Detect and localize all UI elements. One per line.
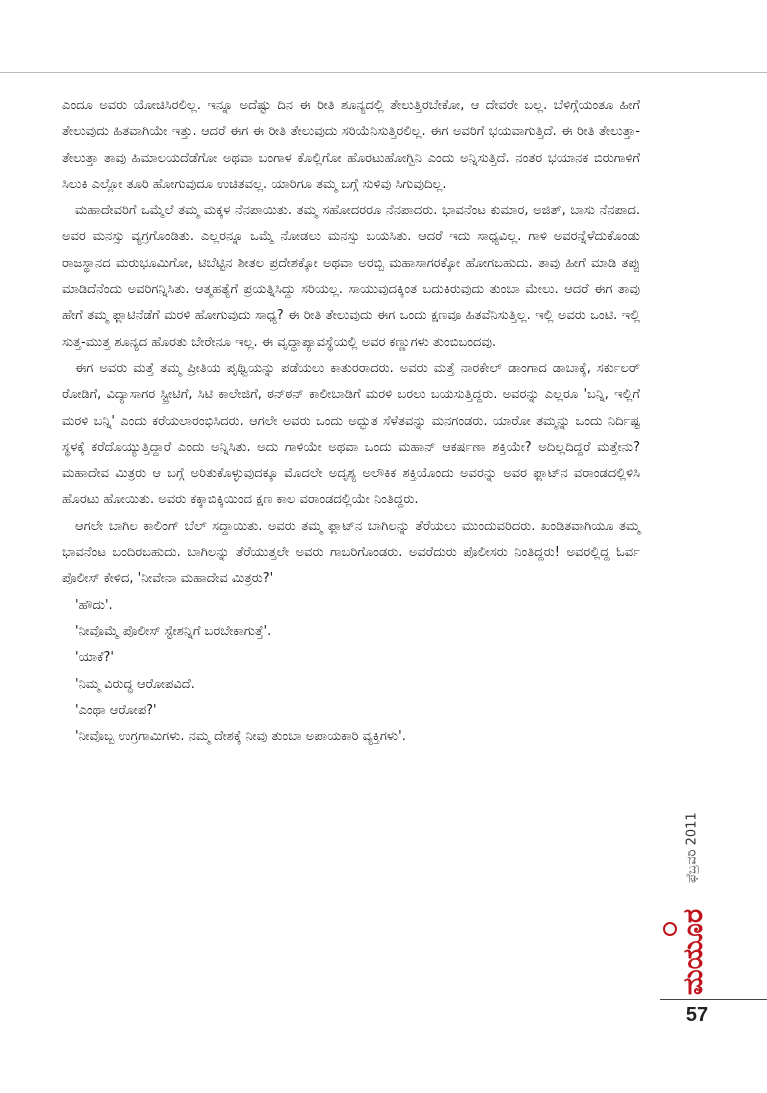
dialog-line: 'ಯಾಕೆ?' — [75, 650, 114, 666]
paragraph: ಎಂದೂ ಅವರು ಯೋಚಿಸಿರಲಿಲ್ಲ. ಇನ್ನೂ ಅದೆಷ್ಟು ದಿನ ಈ ರೀತಿ ಶೂನ್ಯದಲ್ಲಿ ತೇಲುತ್ತಿರಬೇಕೋ, ಆ ದೇವರೇ ಬಲ್ಲ. ಬೆಳಿಗ್ಗೆಯಂತೂ ಹೀಗೆ ತೇಲುವುದು ಹಿತವಾಗಿಯೇ ಇತ್ತು. ಆದರೆ ಈಗ ಈ ರೀತಿ ತೇಲುವುದು ಸರಿಯೆನಿಸುತ್ತಿರಲಿಲ್ಲ. ಈಗ ಅವರಿಗೆ ಭಯವಾಗುತ್ತಿದೆ. ಈ ರೀತಿ ತೇಲುತ್ತಾ-ತೇಲುತ್ತಾ ತಾವು ಹಿಮಾಲಯದೆಡೆಗೋ ಅಥವಾ ಬಂಗಾಳ ಕೊಲ್ಲಿಗೋ ಹೊರಟುಹೋಗ್ಬಿನಿ ಎಂದು ಅನ್ನಿಸುತ್ತಿದೆ. ನಂತರ ಭಯಾನಕ ಬಿರುಗಾಳಿಗೆ ಸಿಲುಕಿ ಎಲ್ಲೋ ತೂರಿ ಹೋಗುವುದೂ ಉಚಿತವಲ್ಲ. ಯಾರಿಗೂ ತಮ್ಮ ಬಗ್ಗೆ ಸುಳಿವು ಸಿಗುವುದಿಲ್ಲ. — [62, 98, 640, 192]
logo-dot-icon — [663, 922, 677, 936]
dialog-line: 'ಹೌದು'. — [75, 597, 113, 613]
dialog-line: 'ನಿಮ್ಮ ವಿರುದ್ಧ ಆರೋಪವಿದೆ. — [75, 676, 195, 692]
paragraph: ಆಗಲೇ ಬಾಗಿಲ ಕಾಲಿಂಗ್ ಬೆಲ್ ಸದ್ದಾಯಿತು. ಅವರು ತಮ್ಮ ಫ್ಲಾಟ್‌ನ ಬಾಗಿಲನ್ನು ತೆರೆಯಲು ಮುಂದುವರಿದರು. ಖಂಡಿತವಾಗಿಯೂ ತಮ್ಮ ಭಾವನೆಂಟ ಬಂದಿರಬಹುದು. ಬಾಗಿಲನ್ನು ತೆರೆಯುತ್ತಲೇ ಅವರು ಗಾಬರಿಗೊಂಡರು. ಅವರೆದುರು ಪೊಲೀಸರು ನಿಂತಿದ್ದರು! ಅವರಲ್ಲಿದ್ದ ಓರ್ವ ಪೊಲೀಸ್ ಕೇಳಿದ, 'ನೀವೇನಾ ಮಹಾದೇವ ಮಿತ್ರರು?' — [62, 518, 640, 587]
page-number: 57 — [685, 1004, 709, 1026]
article-body — [62, 93, 640, 750]
dialog-line: 'ನೀವೊಮ್ಮೆ ಪೊಲೀಸ್ ಸ್ಟೇಶನ್ನಿಗೆ ಬರಬೇಕಾಗುತ್ತೆ'. — [75, 623, 272, 639]
magazine-logo: ಮಯೂರ — [678, 908, 709, 996]
paragraph: ಮಹಾದೇವರಿಗೆ ಒಮ್ಮೆಲೆ ತಮ್ಮ ಮಕ್ಕಳ ನೆನಪಾಯಿತು. ತಮ್ಮ ಸಹೋದರರೂ ನೆನಪಾದರು. ಭಾವನೆಂಟ ಕುಮಾರ, ಅಜಿತ್, ಬಾಸು ನೆನಪಾದ. ಅವರ ಮನಸ್ಸು ವ್ಯಗ್ರಗೊಂಡಿತು. ಎಲ್ಲರನ್ನೂ ಒಮ್ಮೆ ನೋಡಲು ಮನಸ್ಸು ಬಯಸಿತು. ಆದರೆ ಇದು ಸಾಧ್ಯವಿಲ್ಲ. ಗಾಳಿ ಅವರನ್ನೆಳೆದುಕೊಂಡು ರಾಜಸ್ಥಾನದ ಮರುಭೂಮಿಗೋ, ಟಿಬೆಟ್ಟಿನ ಶೀತಲ ಪ್ರದೇಶಕ್ಕೋ ಅಥವಾ ಅರಬ್ಬಿ ಮಹಾಸಾಗರಕ್ಕೋ ಹೋಗಬಹುದು. ತಾವು ಹೀಗೆ ಮಾಡಿ ತಪ್ಪು ಮಾಡಿದೆನೆಂದು ಅವರಿಗನ್ನಿಸಿತು. ಆತ್ಮಹತ್ಯೆಗೆ ಪ್ರಯತ್ನಿಸಿದ್ದು ಸರಿಯಲ್ಲ. ಸಾಯುವುದಕ್ಕಿಂತ ಬದುಕಿರುವುದು ತುಂಬಾ ಮೇಲು. ಆದರೆ ಈಗ ತಾವು ಹೇಗೆ ತಮ್ಮ ಫ್ಲಾಟಿನೆಡೆಗೆ ಮರಳಿ ಹೋಗುವುದು ಸಾಧ್ಯ? ಈ ರೀತಿ ತೇಲುವುದು ಈಗ ಒಂದು ಕ್ಷಣವೂ ಹಿತವೆನಿಸುತ್ತಿಲ್ಲ. ಇಲ್ಲಿ ಅವರು ಒಂಟಿ. ಇಲ್ಲಿ ಸುತ್ತ-ಮುತ್ತ ಶೂನ್ಯದ ಹೊರತು ಬೇರೇನೂ ಇಲ್ಲ. ಈ ವೃದ್ಧಾಪ್ಯಾವಸ್ಥೆಯಲ್ಲಿ ಅವರ ಕಣ್ಣುಗಳು ತುಂಬಿಬಂದವು. — [62, 203, 640, 350]
paragraph: ಈಗ ಅವರು ಮತ್ತೆ ತಮ್ಮ ಪ್ರೀತಿಯ ಪೃಥ್ವಿಯನ್ನು ಪಡೆಯಲು ಕಾತುರರಾದರು. ಅವರು ಮತ್ತೆ ನಾರಕೇಲ್ ಡಾಂಗಾದ ಡಾಬಾಕ್ಕೆ, ಸರ್ಕುಲರ್ ರೋಡಿಗೆ, ವಿದ್ಯಾಸಾಗರ ಸ್ಟ್ರೀಟಿಗೆ, ಸಿಟಿ ಕಾಲೇಜಿಗೆ, ಠನ್‌ಠನ್ ಕಾಲೀಬಾಡಿಗೆ ಮರಳಿ ಬರಲು ಬಯಸುತ್ತಿದ್ದರು. ಅವರನ್ನು ಎಲ್ಲರೂ 'ಬನ್ನಿ, ಇಲ್ಲಿಗೆ ಮರಳಿ ಬನ್ನಿ' ಎಂದು ಕರೆಯಲಾರಂಭಿಸಿದರು. ಆಗಲೇ ಅವರು ಒಂದು ಅದ್ಭುತ ಸೆಳೆತವನ್ನು ಮನಗಂಡರು. ಯಾರೋ ತಮ್ಮನ್ನು ಒಂದು ನಿರ್ದಿಷ್ಟ ಸ್ಥಳಕ್ಕೆ ಕರೆದೊಯ್ಯುತ್ತಿದ್ದಾರೆ ಎಂದು ಅನ್ನಿಸಿತು. ಅದು ಗಾಳಿಯೇ ಅಥವಾ ಒಂದು ಮಹಾನ್ ಆಕರ್ಷಣಾ ಶಕ್ತಿಯೇ? ಅದಿಲ್ಲದಿದ್ದರೆ ಮತ್ತೇನು? ಮಹಾದೇವ ಮಿತ್ರರು ಆ ಬಗ್ಗೆ ಅರಿತುಕೊಳ್ಳುವುದಕ್ಕೂ ಮೊದಲೇ ಅದೃಶ್ಯ ಅಲೌಕಿಕ ಶಕ್ತಿಯೊಂದು ಅವರನ್ನು ಅವರ ಫ್ಲಾಟ್‌ನ ವರಾಂಡದಲ್ಲಿಳಿಸಿ ಹೊರಟು ಹೋಯಿತು. ಅವರು ಕಕ್ಕಾಬಿಕ್ಕಿಯಿಂದ ಕ್ಷಣ ಕಾಲ ವರಾಂಡದಲ್ಲಿಯೇ ನಿಂತಿದ್ದರು. — [62, 360, 640, 508]
issue-date: ಫೆಬ್ರವರಿ 2011 — [684, 812, 700, 884]
folio-divider — [660, 999, 767, 1000]
header-divider — [0, 72, 767, 73]
dialog-line: 'ನೀವೊಬ್ಬ ಉಗ್ರಗಾಮಿಗಳು. ನಮ್ಮ ದೇಶಕ್ಕೆ ನೀವು ತುಂಬಾ ಅಪಾಯಕಾರಿ ವ್ಯಕ್ತಿಗಳು'. — [75, 729, 406, 745]
dialog-line: 'ಎಂಥಾ ಆರೋಪ?' — [75, 702, 157, 718]
